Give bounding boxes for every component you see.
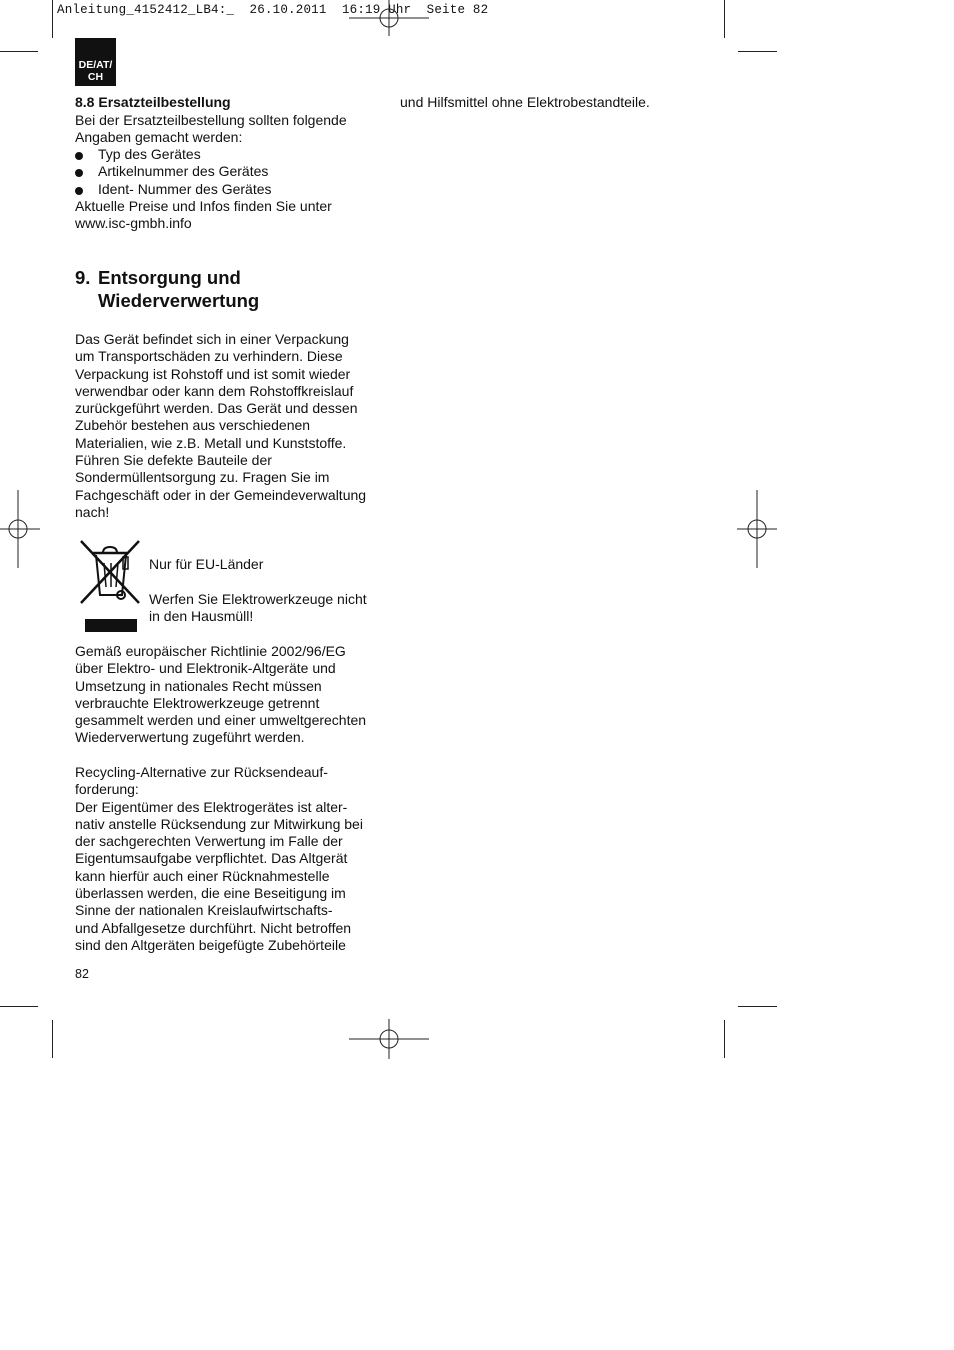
crossed-out-wheelie-bin-icon — [79, 539, 141, 635]
recycling-alternative-paragraph: Recycling-Alternative zur Rücksendeauf- forderung: Der Eigentümer des Elektrogerätes ist alter- nativ anstelle Rücksendung zur Mitwirkung bei der sachgerechten Verwertung im Falle der Eigentumsaufgabe verpflichtet. Das Altgerät kann hierfür auch einer Rücknahmestelle überlassen werden, die eine Beseitigung im Sinne der nationalen Kreislaufwirtschafts- und Abfallgesetze durchführt. Nicht betroffen sind den Altgeräten beigefügte Zubehörteile — [75, 764, 363, 953]
language-badge: DE/AT/ CH — [75, 38, 116, 86]
list-item: Typ des Gerätes — [75, 146, 272, 163]
registration-mark-icon — [349, 0, 429, 36]
eu-disposal-warning: Werfen Sie Elektrowerkzeuge nicht in den Hausmüll! — [149, 591, 367, 625]
crop-mark — [0, 51, 38, 52]
directive-paragraph: Gemäß europäischer Richtlinie 2002/96/EG über Elektro- und Elektronik-Altgeräte und Umsetzung in nationales Recht müssen verbrauchte Elektrowerkzeuge getrennt gesammelt werden und einer umweltgerechten Wiederverwertung zugeführt werden. — [75, 643, 367, 746]
registration-mark-icon — [349, 1019, 429, 1059]
registration-mark-icon — [737, 490, 777, 568]
parts-order-outro: Aktuelle Preise und Infos finden Sie unter www.isc-gmbh.info — [75, 198, 332, 232]
section-heading-9: Entsorgung und Wiederverwertung — [98, 267, 260, 311]
print-slug: Anleitung_4152412_LB4:_ 26.10.2011 16:19 Uhr Seite 82 — [57, 3, 489, 17]
crop-mark — [52, 1020, 53, 1058]
page-number: 82 — [75, 967, 89, 981]
parts-order-intro: Bei der Ersatzteilbestellung sollten folgende Angaben gemacht werden: — [75, 112, 347, 146]
crop-mark — [52, 0, 53, 38]
section-number-9: 9. — [75, 267, 91, 288]
packaging-paragraph: Das Gerät befindet sich in einer Verpackung um Transportschäden zu verhindern. Diese Verpackung ist Rohstoff und ist somit wieder verwendbar oder kann dem Rohstoffkreislauf zurückgeführt werden. Das Gerät und dessen Zubehör bestehen aus verschiedenen Materialien, wie z.B. Metall und Kunststoffe. Führen Sie defekte Bauteile der Sondermüllentsorgung zu. Fragen Sie im Fachgeschäft oder in der Gemeindeverwaltung nach! — [75, 331, 367, 520]
section-heading-8-8: 8.8 Ersatzteilbestellung — [75, 94, 231, 110]
registration-mark-icon — [0, 490, 40, 568]
eu-countries-label: Nur für EU-Länder — [149, 556, 264, 572]
list-item: Ident- Nummer des Gerätes — [75, 181, 272, 198]
crop-mark — [738, 1006, 777, 1007]
parts-order-list — [75, 146, 272, 198]
crop-mark — [724, 0, 725, 38]
crop-mark — [724, 1020, 725, 1058]
crop-mark — [0, 1006, 38, 1007]
continuation-text: und Hilfsmittel ohne Elektrobestandteile. — [400, 94, 650, 110]
list-item: Artikelnummer des Gerätes — [75, 163, 272, 180]
crop-mark — [738, 51, 777, 52]
